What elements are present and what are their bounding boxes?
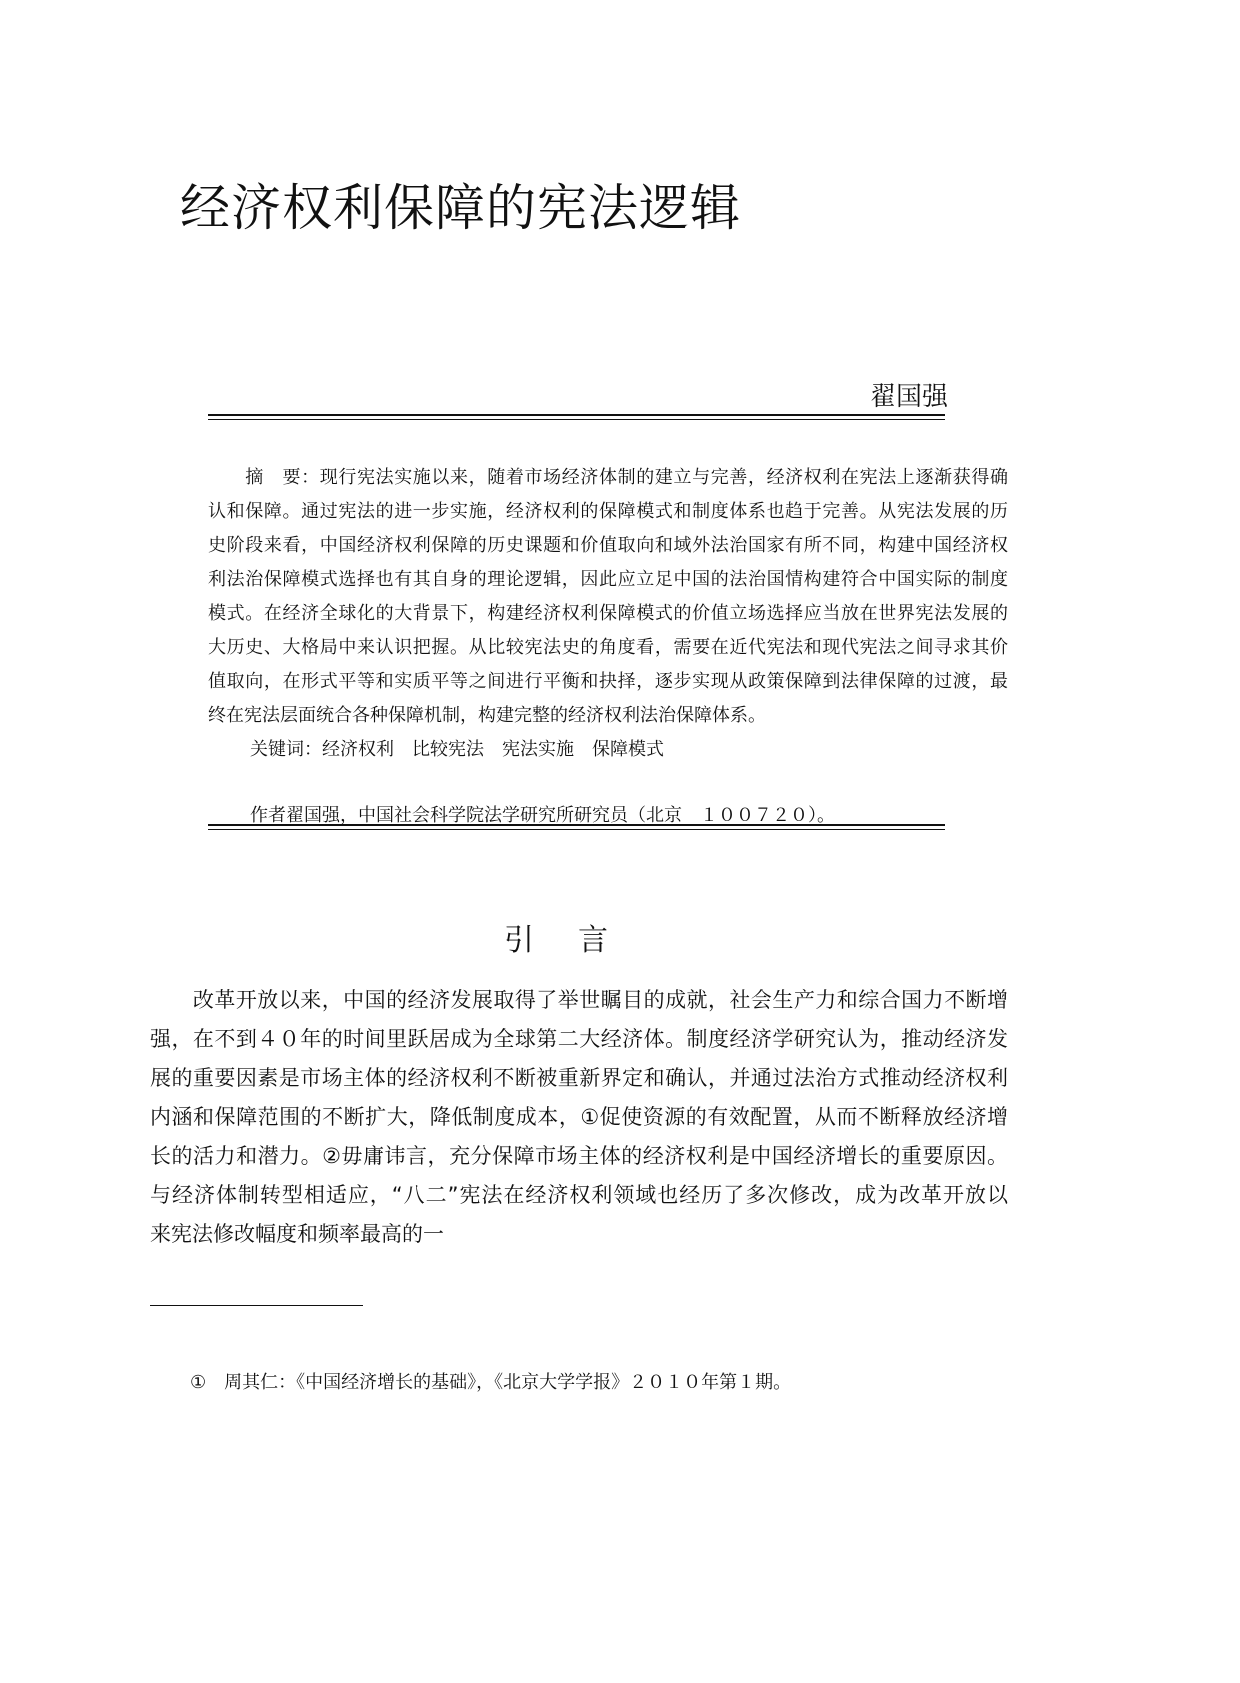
abstract-line: 认和保障。通过宪法的进一步实施，经济权利的保障模式和制度体系也趋于完善。从宪法发展的历 — [208, 501, 1008, 522]
author-name: 翟国强 — [869, 382, 948, 412]
page-title: 经济权利保障的宪法逻辑 — [180, 179, 741, 237]
abstract-line: 利法治保障模式选择也有其自身的理论逻辑，因此应立足中国的法治国情构建符合中国实际的制度 — [208, 569, 1008, 590]
abstract-line: 大历史、大格局中来认识把握。从比较宪法史的角度看，需要在近代宪法和现代宪法之间寻求其价 — [208, 637, 1008, 658]
keywords: 关键词：经济权利 比较宪法 宪法实施 保障模式 — [250, 739, 664, 760]
body-line: 来宪法修改幅度和频率最高的一 — [150, 1222, 444, 1246]
body-line: 展的重要因素是市场主体的经济权利不断被重新界定和确认，并通过法治方式推动经济权利 — [150, 1066, 1008, 1090]
body-line: 强，在不到４０年的时间里跃居成为全球第二大经济体。制度经济学研究认为，推动经济发 — [150, 1027, 1008, 1051]
abstract-line: 终在宪法层面统合各种保障机制，构建完整的经济权利法治保障体系。 — [208, 705, 766, 726]
abstract-line: 值取向，在形式平等和实质平等之间进行平衡和抉择，逐步实现从政策保障到法律保障的过渡，最 — [208, 671, 1008, 692]
body-line: 内涵和保障范围的不断扩大，降低制度成本，①促使资源的有效配置，从而不断释放经济增 — [150, 1105, 1008, 1129]
footnote: ① 周其仁：《中国经济增长的基础》，《北京大学学报》２０１０年第１期。 — [190, 1372, 792, 1393]
section-heading: 引言 — [504, 923, 652, 958]
body-line: 与经济体制转型相适应，“八二”宪法在经济权利领域也经历了多次修改，成为改革开放以 — [150, 1183, 1008, 1207]
footnote-rule — [150, 1305, 363, 1306]
body-line: 改革开放以来，中国的经济发展取得了举世瞩目的成就，社会生产力和综合国力不断增 — [150, 988, 1008, 1012]
abstract-line: 摘 要：现行宪法实施以来，随着市场经济体制的建立与完善，经济权利在宪法上逐渐获得确 — [208, 467, 1008, 488]
author-note: 作者翟国强，中国社会科学院法学研究所研究员（北京 １００７２０）。 — [250, 805, 835, 826]
divider — [208, 824, 945, 830]
body-line: 长的活力和潜力。②毋庸讳言，充分保障市场主体的经济权利是中国经济增长的重要原因。 — [150, 1144, 1008, 1168]
divider — [208, 414, 945, 420]
abstract-line: 模式。在经济全球化的大背景下，构建经济权利保障模式的价值立场选择应当放在世界宪法发展的 — [208, 603, 1008, 624]
abstract-line: 史阶段来看，中国经济权利保障的历史课题和价值取向和域外法治国家有所不同，构建中国经济权 — [208, 535, 1008, 556]
